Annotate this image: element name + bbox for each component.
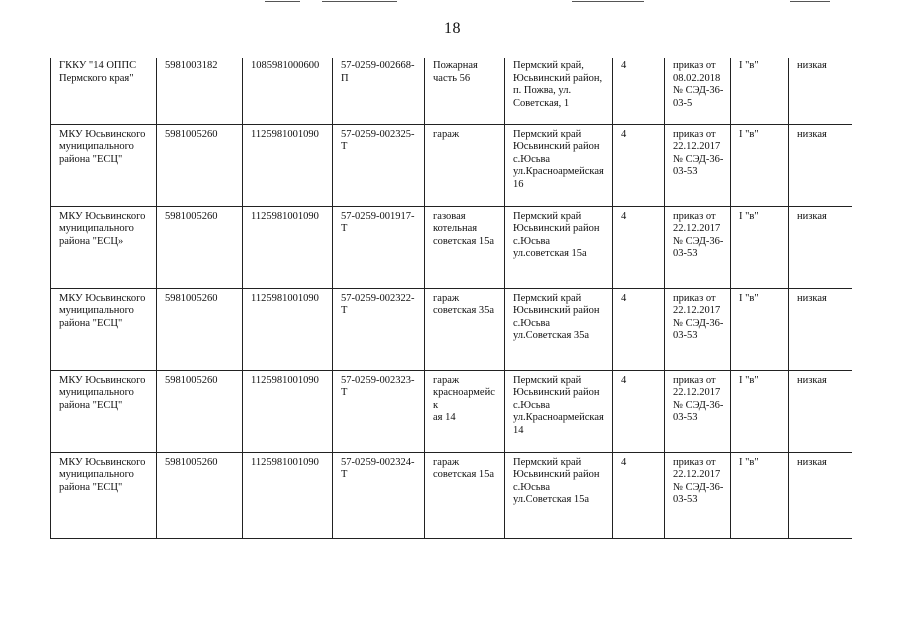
- cell-text: приказ от 22.12.2017 № СЭД-36- 03-53: [673, 456, 724, 505]
- cell-address: [505, 452, 613, 538]
- cell-category: [731, 206, 789, 288]
- cell-org: [51, 58, 157, 124]
- cell-order: [665, 124, 731, 206]
- cell-text: приказ от 22.12.2017 № СЭД-36- 03-53: [673, 210, 724, 259]
- cell-ogrn: [243, 452, 333, 538]
- registry-table: [50, 58, 852, 539]
- cell-text: газовая котельная советская 15а: [433, 210, 495, 247]
- cell-category: [731, 124, 789, 206]
- cell-object: [425, 206, 505, 288]
- cell-text: МКУ Юсьвинского муниципального района "ЕСЦ": [59, 128, 146, 165]
- cell-text: 57-0259-002324- Т: [341, 456, 415, 480]
- cell-count: [613, 206, 665, 288]
- cell-text: гараж советская 15а: [433, 456, 495, 480]
- cell-text: приказ от 22.12.2017 № СЭД-36- 03-53: [673, 374, 724, 423]
- cell-risk: [789, 452, 852, 538]
- page-number: 18: [444, 20, 461, 37]
- cell-text: 5981003182: [165, 60, 218, 71]
- cell-org: [51, 288, 157, 370]
- cell-order: [665, 288, 731, 370]
- cell-risk: [789, 124, 852, 206]
- cell-text: гараж советская 35а: [433, 292, 495, 316]
- cell-text: низкая: [797, 292, 827, 304]
- cell-org: [51, 124, 157, 206]
- cell-risk: [789, 288, 852, 370]
- table-row: [51, 288, 852, 370]
- cell-code: [333, 58, 425, 124]
- cell-text: I "в": [739, 292, 759, 304]
- cell-text: ГККУ "14 ОППС Пермского края": [59, 60, 137, 84]
- table-row: [51, 206, 852, 288]
- cell-text: Пермский край Юсьвинский район с.Юсьва ул.Красноармейская 14: [513, 374, 604, 436]
- cell-text: 1125981001090: [251, 292, 319, 304]
- cell-text: Пермский край, Юсьвинский район, п. Пожва, ул. Советская, 1: [513, 60, 603, 109]
- cell-category: [731, 288, 789, 370]
- cell-text: Пермский край Юсьвинский район с.Юсьва ул.Советская 15а: [513, 456, 600, 505]
- scan-top-marks: [0, 0, 905, 6]
- cell-text: 57-0259-002323- Т: [341, 374, 415, 398]
- cell-text: 5981005260: [165, 374, 218, 386]
- cell-text: 1125981001090: [251, 210, 319, 222]
- cell-inn: [157, 452, 243, 538]
- cell-text: 4: [621, 292, 627, 304]
- cell-count: [613, 58, 665, 124]
- cell-org: [51, 206, 157, 288]
- cell-object: [425, 288, 505, 370]
- cell-inn: [157, 370, 243, 452]
- cell-count: [613, 370, 665, 452]
- cell-address: [505, 124, 613, 206]
- cell-address: [505, 288, 613, 370]
- cell-text: приказ от 22.12.2017 № СЭД-36- 03-53: [673, 292, 724, 341]
- cell-text: приказ от 22.12.2017 № СЭД-36- 03-53: [673, 128, 724, 177]
- cell-ogrn: [243, 58, 333, 124]
- cell-code: [333, 370, 425, 452]
- cell-address: [505, 370, 613, 452]
- cell-ogrn: [243, 124, 333, 206]
- registry-body: [51, 58, 852, 538]
- cell-text: 57-0259-001917- Т: [341, 210, 415, 234]
- cell-text: 4: [621, 374, 627, 386]
- cell-org: [51, 370, 157, 452]
- cell-org: [51, 452, 157, 538]
- cell-inn: [157, 288, 243, 370]
- cell-code: [333, 288, 425, 370]
- cell-text: МКУ Юсьвинского муниципального района "ЕСЦ": [59, 374, 146, 411]
- cell-count: [613, 452, 665, 538]
- cell-category: [731, 452, 789, 538]
- cell-text: низкая: [797, 456, 827, 468]
- cell-text: I "в": [739, 210, 759, 222]
- cell-inn: [157, 58, 243, 124]
- cell-count: [613, 124, 665, 206]
- cell-ogrn: [243, 370, 333, 452]
- cell-text: 1125981001090: [251, 374, 319, 386]
- cell-inn: [157, 206, 243, 288]
- cell-text: 5981005260: [165, 128, 218, 140]
- table-row: [51, 370, 852, 452]
- cell-text: 5981005260: [165, 456, 218, 468]
- cell-text: I "в": [739, 456, 759, 468]
- cell-text: 57-0259-002325- Т: [341, 128, 415, 152]
- cell-text: 4: [621, 60, 627, 71]
- cell-text: 1085981000600: [251, 60, 320, 71]
- cell-risk: [789, 206, 852, 288]
- cell-text: Пожарная часть 56: [433, 60, 478, 84]
- cell-code: [333, 206, 425, 288]
- cell-order: [665, 206, 731, 288]
- cell-object: [425, 58, 505, 124]
- cell-text: низкая: [797, 374, 827, 386]
- cell-text: I "в": [739, 60, 759, 71]
- cell-order: [665, 452, 731, 538]
- cell-category: [731, 370, 789, 452]
- cell-text: 4: [621, 456, 627, 468]
- cell-text: МКУ Юсьвинского муниципального района "ЕСЦ": [59, 292, 146, 329]
- cell-text: Пермский край Юсьвинский район с.Юсьва ул.Советская 35а: [513, 292, 600, 341]
- cell-order: [665, 58, 731, 124]
- cell-text: гараж: [433, 128, 460, 140]
- cell-object: [425, 124, 505, 206]
- cell-ogrn: [243, 206, 333, 288]
- table-row: [51, 452, 852, 538]
- cell-text: низкая: [797, 128, 827, 140]
- cell-text: 1125981001090: [251, 456, 319, 468]
- cell-text: 57-0259-002322- Т: [341, 292, 415, 316]
- cell-text: 5981005260: [165, 210, 218, 222]
- cell-inn: [157, 124, 243, 206]
- cell-address: [505, 206, 613, 288]
- cell-risk: [789, 370, 852, 452]
- cell-order: [665, 370, 731, 452]
- cell-text: Пермский край Юсьвинский район с.Юсьва ул.советская 15а: [513, 210, 600, 259]
- cell-code: [333, 124, 425, 206]
- cell-text: гараж красноармейск ая 14: [433, 374, 495, 423]
- cell-category: [731, 58, 789, 124]
- cell-text: 57-0259-002668- П: [341, 60, 415, 84]
- cell-text: низкая: [797, 60, 827, 71]
- cell-address: [505, 58, 613, 124]
- cell-text: МКУ Юсьвинского муниципального района "ЕСЦ": [59, 456, 146, 493]
- cell-ogrn: [243, 288, 333, 370]
- cell-text: 4: [621, 210, 627, 222]
- cell-count: [613, 288, 665, 370]
- table-row: [51, 58, 852, 124]
- cell-object: [425, 452, 505, 538]
- cell-risk: [789, 58, 852, 124]
- cell-text: 5981005260: [165, 292, 218, 304]
- cell-text: 4: [621, 128, 627, 140]
- cell-text: I "в": [739, 128, 759, 140]
- cell-text: МКУ Юсьвинского муниципального района "ЕСЦ»: [59, 210, 146, 247]
- cell-text: низкая: [797, 210, 827, 222]
- cell-text: Пермский край Юсьвинский район с.Юсьва ул.Красноармейская 16: [513, 128, 604, 190]
- table-row: [51, 124, 852, 206]
- cell-object: [425, 370, 505, 452]
- cell-text: 1125981001090: [251, 128, 319, 140]
- cell-text: приказ от 08.02.2018 № СЭД-36- 03-5: [673, 60, 724, 109]
- cell-code: [333, 452, 425, 538]
- cell-text: I "в": [739, 374, 759, 386]
